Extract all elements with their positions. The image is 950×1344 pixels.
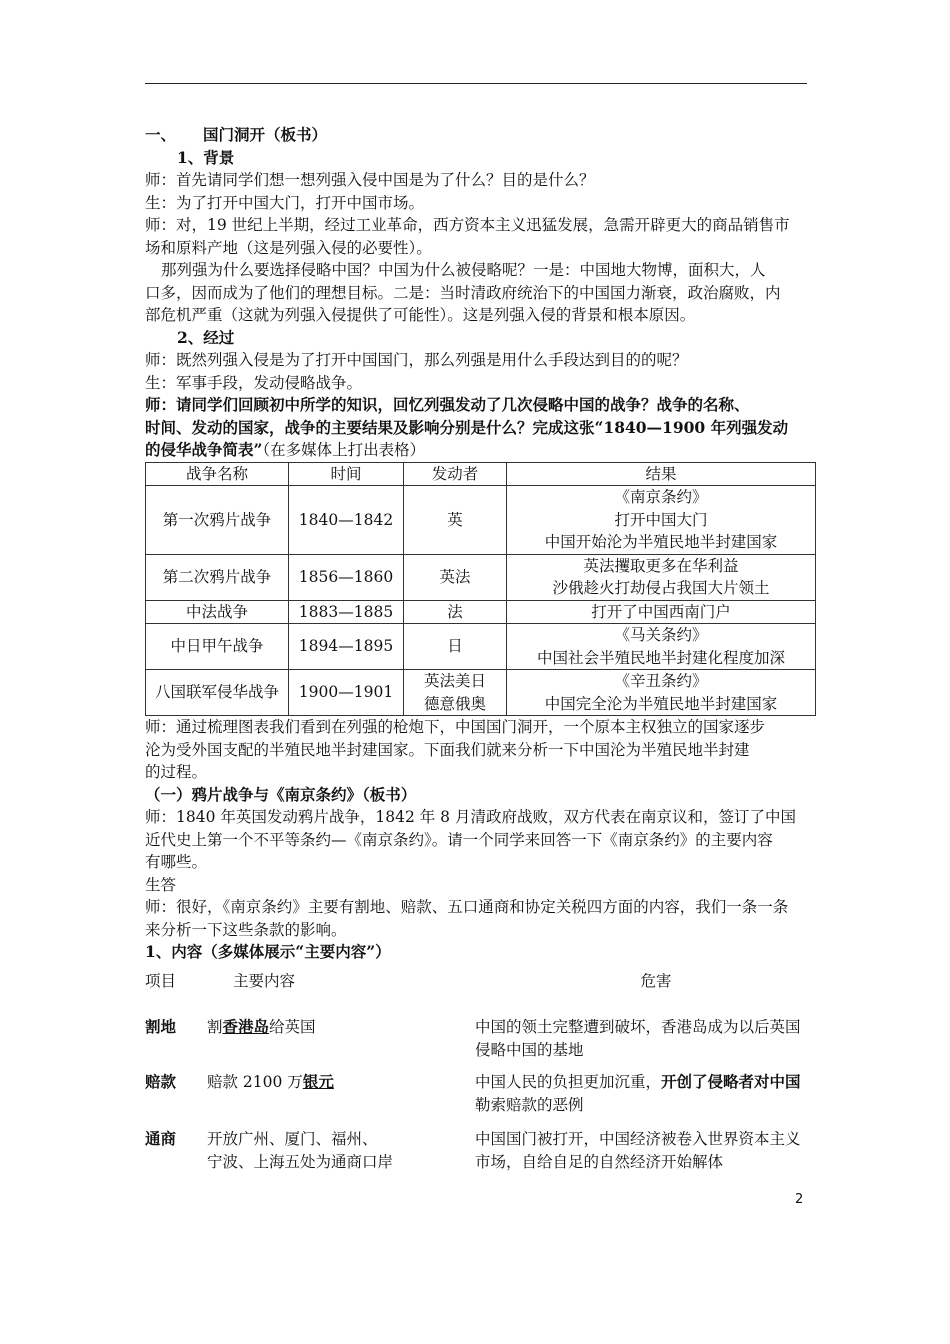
war-initiator-cell: 日: [404, 624, 507, 670]
result-line: 沙俄趁火打劫侵占我国大片领土: [552, 579, 770, 597]
war-name-cell: 中日甲午战争: [146, 624, 289, 670]
paragraph: 生：军事手段，发动侵略战争。: [145, 373, 363, 392]
war-result-cell: [507, 486, 816, 555]
table-row: [146, 600, 816, 624]
result-line: 《辛丑条约》: [614, 672, 708, 690]
result-line: 中国完全沦为半殖民地半封建国家: [544, 694, 778, 713]
items-header-cell: 主要内容: [233, 971, 296, 990]
items-header-cell: 危害: [640, 971, 672, 990]
table-title-note: （在多媒体上打出表格）: [262, 441, 426, 459]
item-label: 通商: [145, 1129, 177, 1148]
war-time-cell: 1856—1860: [289, 554, 404, 600]
war-result-cell: [507, 670, 816, 716]
harm-line: 勒索赔款的恶例: [475, 1095, 584, 1114]
item-content-emphasis: 香港岛: [222, 1017, 270, 1036]
paragraph-line: 那列强为什么要选择侵略中国？中国为什么被侵略呢？一是：中国地大物博，面积大，人: [161, 261, 766, 279]
harm-line: 市场，自给自足的自然经济开始解体: [475, 1152, 724, 1171]
war-initiator-cell: 英: [404, 486, 507, 555]
paragraph-line: 师：通过梳理图表我们看到在列强的枪炮下，中国国门洞开，一个原本主权独立的国家逐步: [145, 718, 766, 736]
document-body: [145, 124, 815, 1173]
initiator-line: 英法美日: [423, 672, 486, 690]
harm-text: 中国人民的负担更加沉重，: [475, 1073, 662, 1091]
initiator-line: 德意俄奥: [423, 694, 486, 713]
section-title: 国门洞开（板书）: [203, 125, 328, 144]
result-line: 《南京条约》: [614, 488, 708, 506]
war-name-cell: 中法战争: [146, 600, 289, 624]
harm-line: 中国的领土完整遭到破坏，香港岛成为以后英国: [475, 1018, 801, 1036]
table-header-cell: 发动者: [404, 462, 507, 486]
paragraph-line: 的过程。: [145, 763, 208, 781]
paragraph-line: 部危机严重（这就为列强入侵提供了可能性）。这是列强入侵的背景和根本原因。: [145, 306, 696, 324]
paragraph: 生答: [145, 875, 177, 894]
war-name-cell: 八国联军侵华战争: [146, 670, 289, 716]
table-row: [146, 670, 816, 716]
result-line: 《马关条约》: [614, 626, 708, 644]
paragraph-line: 师：对，19 世纪上半期，经过工业革命，西方资本主义迅猛发展，急需开辟更大的商品销售市: [145, 216, 790, 234]
war-result-cell: [507, 554, 816, 600]
table-header-cell: 时间: [289, 462, 404, 486]
paragraph-line: 师：很好，《南京条约》主要有割地、赔款、五口通商和协定关税四方面的内容，我们一条一条: [145, 898, 789, 916]
treaty-item-trade: [145, 1128, 815, 1173]
paragraph-line: 时间、发动的国家，战争的主要结果及影响分别是什么？完成这张“1840—1900 年列强发动: [145, 417, 789, 437]
harm-emphasis: 开创了侵略者对中国: [661, 1072, 801, 1091]
war-result-cell: [507, 624, 816, 670]
war-time-cell: 1840—1842: [289, 486, 404, 555]
harm-line: 侵略中国的基地: [475, 1040, 584, 1059]
item-harm: [475, 1016, 815, 1061]
table-row: [146, 554, 816, 600]
item-label: 割地: [145, 1017, 177, 1036]
header-rule: [145, 83, 807, 84]
paragraph-line: 来分析一下这些条款的影响。: [145, 920, 347, 939]
war-initiator-cell: 法: [404, 600, 507, 624]
paragraph-line: 沦为受外国支配的半殖民地半封建国家。下面我们就来分析一下中国沦为半殖民地半封建: [145, 740, 750, 759]
table-row: [146, 486, 816, 555]
paragraph-line: 有哪些。: [145, 853, 208, 871]
war-summary-table: [145, 462, 816, 717]
result-line: 中国社会半殖民地半封建化程度加深: [536, 648, 785, 667]
content-line: 宁波、上海五处为通商口岸: [207, 1152, 394, 1171]
item-content: [207, 1016, 475, 1061]
item-label: 赔款: [145, 1072, 177, 1091]
item-harm: [475, 1071, 815, 1116]
item-content-text: 赔款 2100 万: [207, 1073, 303, 1091]
harm-line: [475, 1071, 815, 1094]
background-heading: 1、背景: [177, 147, 235, 167]
war-name-cell: 第二次鸦片战争: [146, 554, 289, 600]
section-heading: [145, 124, 815, 147]
result-line: 打开了中国西南门户: [591, 602, 731, 621]
table-title-text: 的侵华战争简表”: [145, 440, 263, 459]
paragraph-line: 师：1840 年英国发动鸦片战争，1842 年 8 月清政府战败，双方代表在南京议和，签订了中国: [145, 808, 796, 826]
items-header-cell: 项目: [145, 971, 177, 990]
paragraph: 师：既然列强入侵是为了打开中国国门，那么列强是用什么手段达到目的的呢？: [145, 351, 688, 369]
item-content-text: 割: [207, 1018, 223, 1036]
treaty-item-indemnity: [145, 1071, 815, 1116]
item-content: [207, 1071, 475, 1116]
item-content-text: 给英国: [269, 1018, 316, 1036]
table-row: [146, 624, 816, 670]
paragraph-line: [145, 439, 815, 462]
items-header: [145, 970, 815, 993]
content-heading: 1、内容（多媒体展示“主要内容”）: [145, 942, 391, 961]
item-content: [207, 1128, 475, 1173]
result-line: 中国开始沦为半殖民地半封建国家: [544, 533, 778, 551]
war-result-cell: [507, 600, 816, 624]
page-number: 2: [795, 1192, 804, 1207]
result-line: 打开中国大门: [614, 510, 708, 529]
treaty-item-land: [145, 1016, 815, 1061]
table-header-cell: 战争名称: [146, 462, 289, 486]
war-name-cell: 第一次鸦片战争: [146, 486, 289, 555]
war-initiator-cell: [404, 670, 507, 716]
war-time-cell: 1900—1901: [289, 670, 404, 716]
paragraph-line: 口多，因而成为了他们的理想目标。二是：当时清政府统治下的中国国力渐衰，政治腐败，内: [145, 283, 781, 302]
harm-line: 中国国门被打开，中国经济被卷入世界资本主义: [475, 1130, 801, 1148]
result-line: 英法攫取更多在华利益: [583, 556, 739, 575]
war-time-cell: 1883—1885: [289, 600, 404, 624]
war-initiator-cell: 英法: [404, 554, 507, 600]
paragraph-line: 场和原料产地（这是列强入侵的必要性）。: [145, 238, 432, 257]
table-header-cell: 结果: [507, 462, 816, 486]
war-time-cell: 1894—1895: [289, 624, 404, 670]
item-content-emphasis: 银元: [302, 1072, 334, 1091]
paragraph: 师：首先请同学们想一想列强入侵中国是为了什么？目的是什么？: [145, 171, 595, 189]
content-line: 开放广州、厦门、福州、: [207, 1130, 378, 1148]
paragraph-line: 师：请同学们回顾初中所学的知识，回忆列强发动了几次侵略中国的战争？战争的名称、: [145, 395, 750, 414]
paragraph: 生：为了打开中国大门，打开中国市场。: [145, 193, 425, 212]
course-heading: 2、经过: [177, 327, 235, 347]
subsection-heading: （一）鸦片战争与《南京条约》（板书）: [145, 784, 417, 804]
table-header-row: [146, 462, 816, 486]
paragraph-line: 近代史上第一个不平等条约—《南京条约》。请一个同学来回答一下《南京条约》的主要内容: [145, 830, 773, 849]
section-number: 一、: [145, 125, 177, 144]
item-harm: [475, 1128, 815, 1173]
